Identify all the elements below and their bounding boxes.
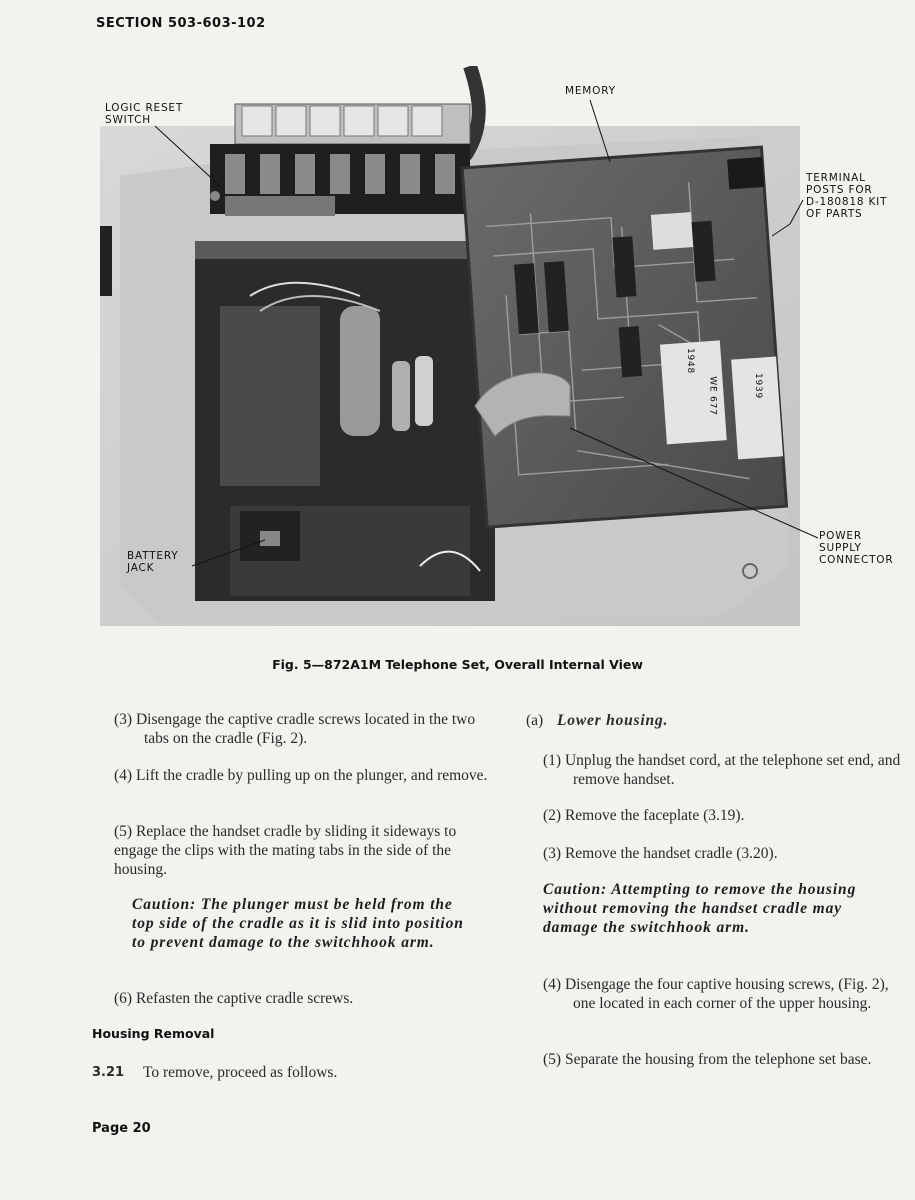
- para-3-21-text: To remove, proceed as follows.: [143, 1064, 338, 1081]
- section-header: SECTION 503-603-102: [96, 16, 266, 31]
- housing-removal-heading: Housing Removal: [92, 1026, 215, 1041]
- internal-view-photo: [100, 66, 890, 626]
- callout-terminal-posts: TERMINAL POSTS FOR D-180818 KIT OF PARTS: [806, 172, 888, 220]
- right-step-5: (5) Separate the housing from the telephone set base.: [543, 1051, 872, 1068]
- callout-battery-jack: BATTERY JACK: [127, 550, 179, 574]
- left-caution: Caution: The plunger must be held from the top side of the cradle as it is slid into position to prevent damage to the switchhook arm.: [132, 896, 464, 951]
- right-step-3: (3) Remove the handset cradle (3.20).: [543, 845, 778, 862]
- right-caution: Caution: Attempting to remove the housing without removing the handset cradle may damage the switchhook arm.: [543, 881, 857, 936]
- figure-caption: Fig. 5—872A1M Telephone Set, Overall Internal View: [272, 657, 643, 672]
- chip-label-we677: WE 677: [707, 376, 718, 416]
- left-step-6: (6) Refasten the captive cradle screws.: [114, 990, 354, 1007]
- callout-memory: MEMORY: [565, 85, 616, 97]
- chip-label-1948: 1948: [685, 347, 696, 375]
- right-step-1: (1) Unplug the handset cord, at the telephone set end, and remove handset.: [543, 752, 901, 788]
- right-sub-a-title: Lower housing.: [557, 712, 669, 729]
- para-3-21-number: 3.21: [92, 1065, 125, 1080]
- left-step-4: (4) Lift the cradle by pulling up on the plunger, and remove.: [114, 767, 488, 784]
- right-sub-a-number: (a): [526, 712, 544, 729]
- page-number: Page 20: [92, 1121, 151, 1136]
- right-step-4: (4) Disengage the four captive housing screws, (Fig. 2), one located in each corner of the upper housing.: [543, 976, 889, 1012]
- callout-logic-reset-switch: LOGIC RESET SWITCH: [105, 102, 184, 126]
- left-step-3: (3) Disengage the captive cradle screws located in the two tabs on the cradle (Fig. 2).: [114, 711, 476, 747]
- callout-power-supply-connector: POWER SUPPLY CONNECTOR: [819, 530, 894, 566]
- left-step-5: (5) Replace the handset cradle by sliding it sideways to engage the clips with the mating tabs in the side of the housing.: [114, 823, 457, 878]
- right-step-2: (2) Remove the faceplate (3.19).: [543, 807, 745, 824]
- chip-label-1939: 1939: [753, 372, 764, 400]
